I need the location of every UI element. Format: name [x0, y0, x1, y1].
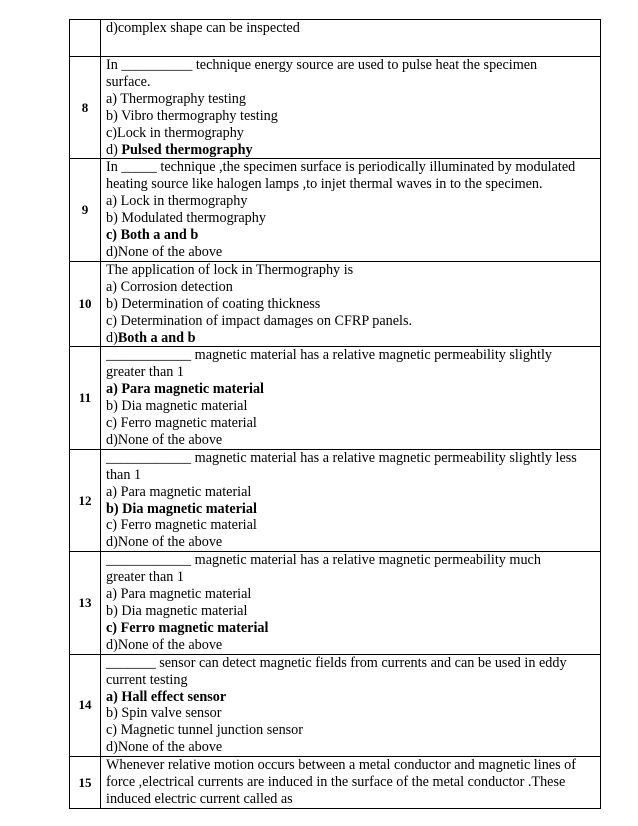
question-body	[101, 159, 601, 261]
question-text: greater than 1	[106, 364, 184, 381]
question-text: induced electric current called as	[106, 790, 293, 807]
question-row	[70, 347, 601, 449]
question-text: surface.	[106, 73, 151, 90]
question-row	[70, 654, 601, 756]
question-body	[101, 347, 601, 449]
question-text: force ,electrical currents are induced in the surface of the metal conductor .These	[106, 774, 566, 791]
question-row	[70, 449, 601, 551]
question-body	[101, 654, 601, 756]
option-c: c)Lock in thermography	[106, 124, 244, 141]
question-body	[101, 552, 601, 654]
question-number	[70, 20, 101, 57]
question-text: greater than 1	[106, 569, 184, 586]
option-a: a) Corrosion detection	[106, 278, 233, 295]
option-c: c) Magnetic tunnel junction sensor	[106, 722, 303, 739]
question-number: 14	[70, 654, 101, 756]
question-text: _______ sensor can detect magnetic fields from currents and can be used in eddy	[106, 654, 567, 671]
correct-answer: c) Ferro magnetic material	[106, 619, 269, 636]
question-body	[101, 57, 601, 159]
question-text: heating source like halogen lamps ,to injet thermal waves in to the specimen.	[106, 176, 543, 193]
correct-answer: a) Hall effect sensor	[106, 688, 227, 705]
question-number: 10	[70, 261, 101, 347]
question-body	[101, 757, 601, 809]
question-text: Whenever relative motion occurs between a metal conductor and magnetic lines of	[106, 757, 576, 774]
question-number: 11	[70, 347, 101, 449]
option-b: b) Modulated thermography	[106, 210, 266, 227]
question-text: The application of lock in Thermography is	[106, 261, 354, 278]
question-number: 12	[70, 449, 101, 551]
option-a: a) Thermography testing	[106, 90, 246, 107]
question-row	[70, 757, 601, 809]
option-d: d)None of the above	[106, 243, 223, 260]
option-d: d)None of the above	[106, 431, 223, 448]
option-c: c) Determination of impact damages on CFRP panels.	[106, 312, 413, 329]
correct-answer: b) Dia magnetic material	[106, 500, 257, 517]
option-d: d)None of the above	[106, 636, 223, 653]
option-c: c) Ferro magnetic material	[106, 415, 257, 432]
question-table	[69, 19, 601, 809]
question-row	[70, 57, 601, 159]
option-prefix: d)	[106, 141, 122, 158]
question-row	[70, 261, 601, 347]
option-b: b) Spin valve sensor	[106, 705, 222, 722]
question-number: 15	[70, 757, 101, 809]
option-b: b) Determination of coating thickness	[106, 295, 321, 312]
option-d	[106, 142, 596, 159]
correct-answer: a) Para magnetic material	[106, 381, 264, 398]
question-row	[70, 552, 601, 654]
question-text: ____________ magnetic material has a relative magnetic permeability slightly	[106, 347, 552, 364]
option-c: c) Ferro magnetic material	[106, 517, 257, 534]
question-text: current testing	[106, 671, 188, 688]
question-text: than 1	[106, 466, 142, 483]
option-d	[106, 330, 596, 347]
question-text: ____________ magnetic material has a relative magnetic permeability much	[106, 552, 541, 569]
question-row	[70, 20, 601, 57]
question-number: 8	[70, 57, 101, 159]
option-b: b) Dia magnetic material	[106, 603, 248, 619]
question-row	[70, 159, 601, 261]
option-d: d)complex shape can be inspected	[106, 20, 300, 36]
option-prefix: d)	[106, 329, 118, 346]
option-a: a) Para magnetic material	[106, 483, 252, 500]
question-number: 13	[70, 552, 101, 654]
option-d: d)None of the above	[106, 534, 223, 551]
question-text: ____________ magnetic material has a relative magnetic permeability slightly less	[106, 449, 577, 466]
question-text: In __________ technique energy source are used to pulse heat the specimen	[106, 57, 538, 73]
option-b: b) Vibro thermography testing	[106, 107, 278, 124]
question-text: In _____ technique ,the specimen surface is periodically illuminated by modulated	[106, 159, 576, 176]
option-b: b) Dia magnetic material	[106, 398, 248, 415]
correct-answer: c) Both a and b	[106, 227, 199, 244]
correct-answer: Pulsed thermography	[121, 141, 253, 158]
question-body	[101, 261, 601, 347]
option-a: a) Para magnetic material	[106, 586, 252, 603]
option-d: d)None of the above	[106, 739, 223, 756]
question-number: 9	[70, 159, 101, 261]
option-a: a) Lock in thermography	[106, 193, 248, 210]
question-body	[101, 449, 601, 551]
correct-answer: Both a and b	[117, 329, 196, 346]
question-body	[101, 20, 601, 57]
